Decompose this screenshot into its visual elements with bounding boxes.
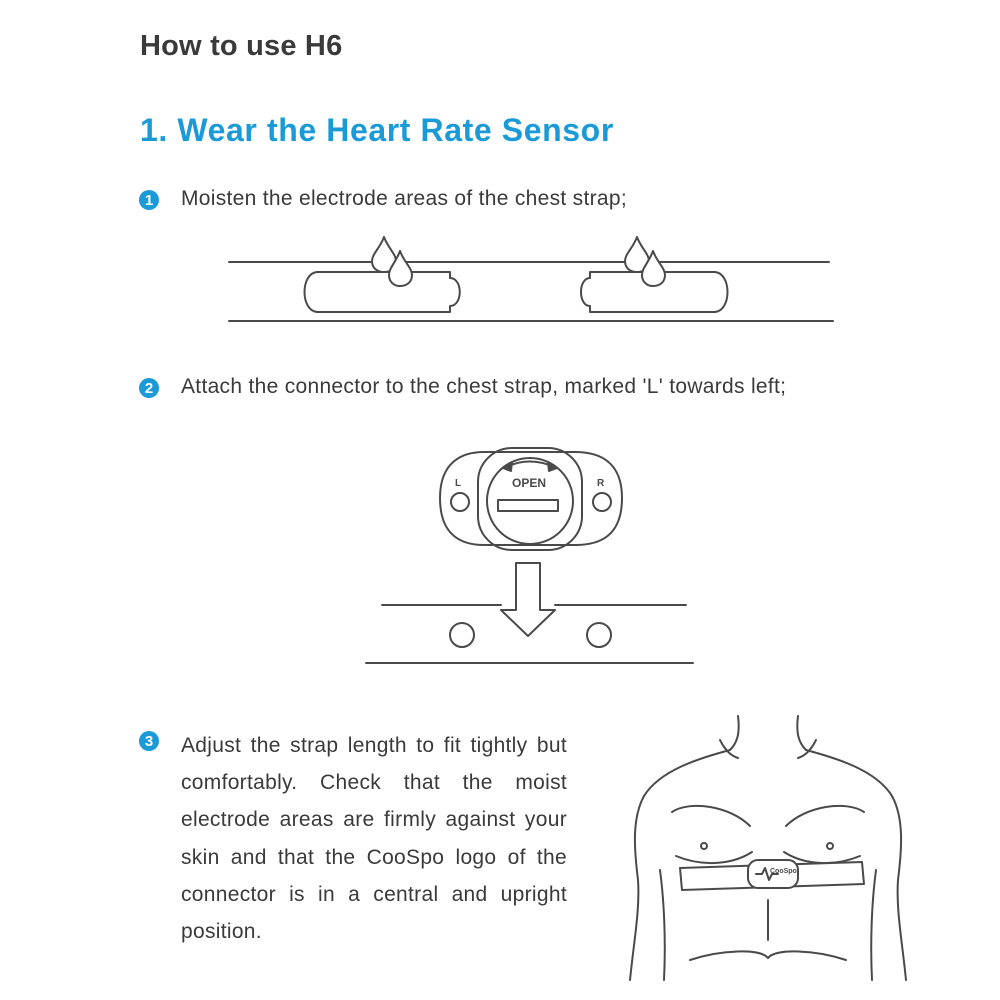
- page-title: How to use H6: [140, 30, 343, 62]
- step-2-text: Attach the connector to the chest strap, marked 'L' towards left;: [181, 375, 787, 398]
- connector-label-right: R: [597, 478, 605, 489]
- step-1-number-badge: 1: [139, 190, 159, 210]
- section-title-text: Wear the Heart Rate Sensor: [177, 112, 614, 148]
- connector-label-open: OPEN: [512, 476, 547, 490]
- step-3-number-badge: 3: [139, 731, 159, 751]
- step-2-number-badge: 2: [139, 378, 159, 398]
- step-1-text: Moisten the electrode areas of the chest strap;: [181, 187, 628, 210]
- step-3-text: Adjust the strap length to fit tightly but comfortably. Check that the moist electrode areas are firmly against your skin and that the CooSpo logo of the connector is in a central and upright position.: [181, 734, 567, 944]
- connector-label-left: L: [455, 478, 462, 489]
- section-number: 1.: [140, 112, 168, 148]
- chest-connector-logo: CooSpo: [770, 868, 797, 875]
